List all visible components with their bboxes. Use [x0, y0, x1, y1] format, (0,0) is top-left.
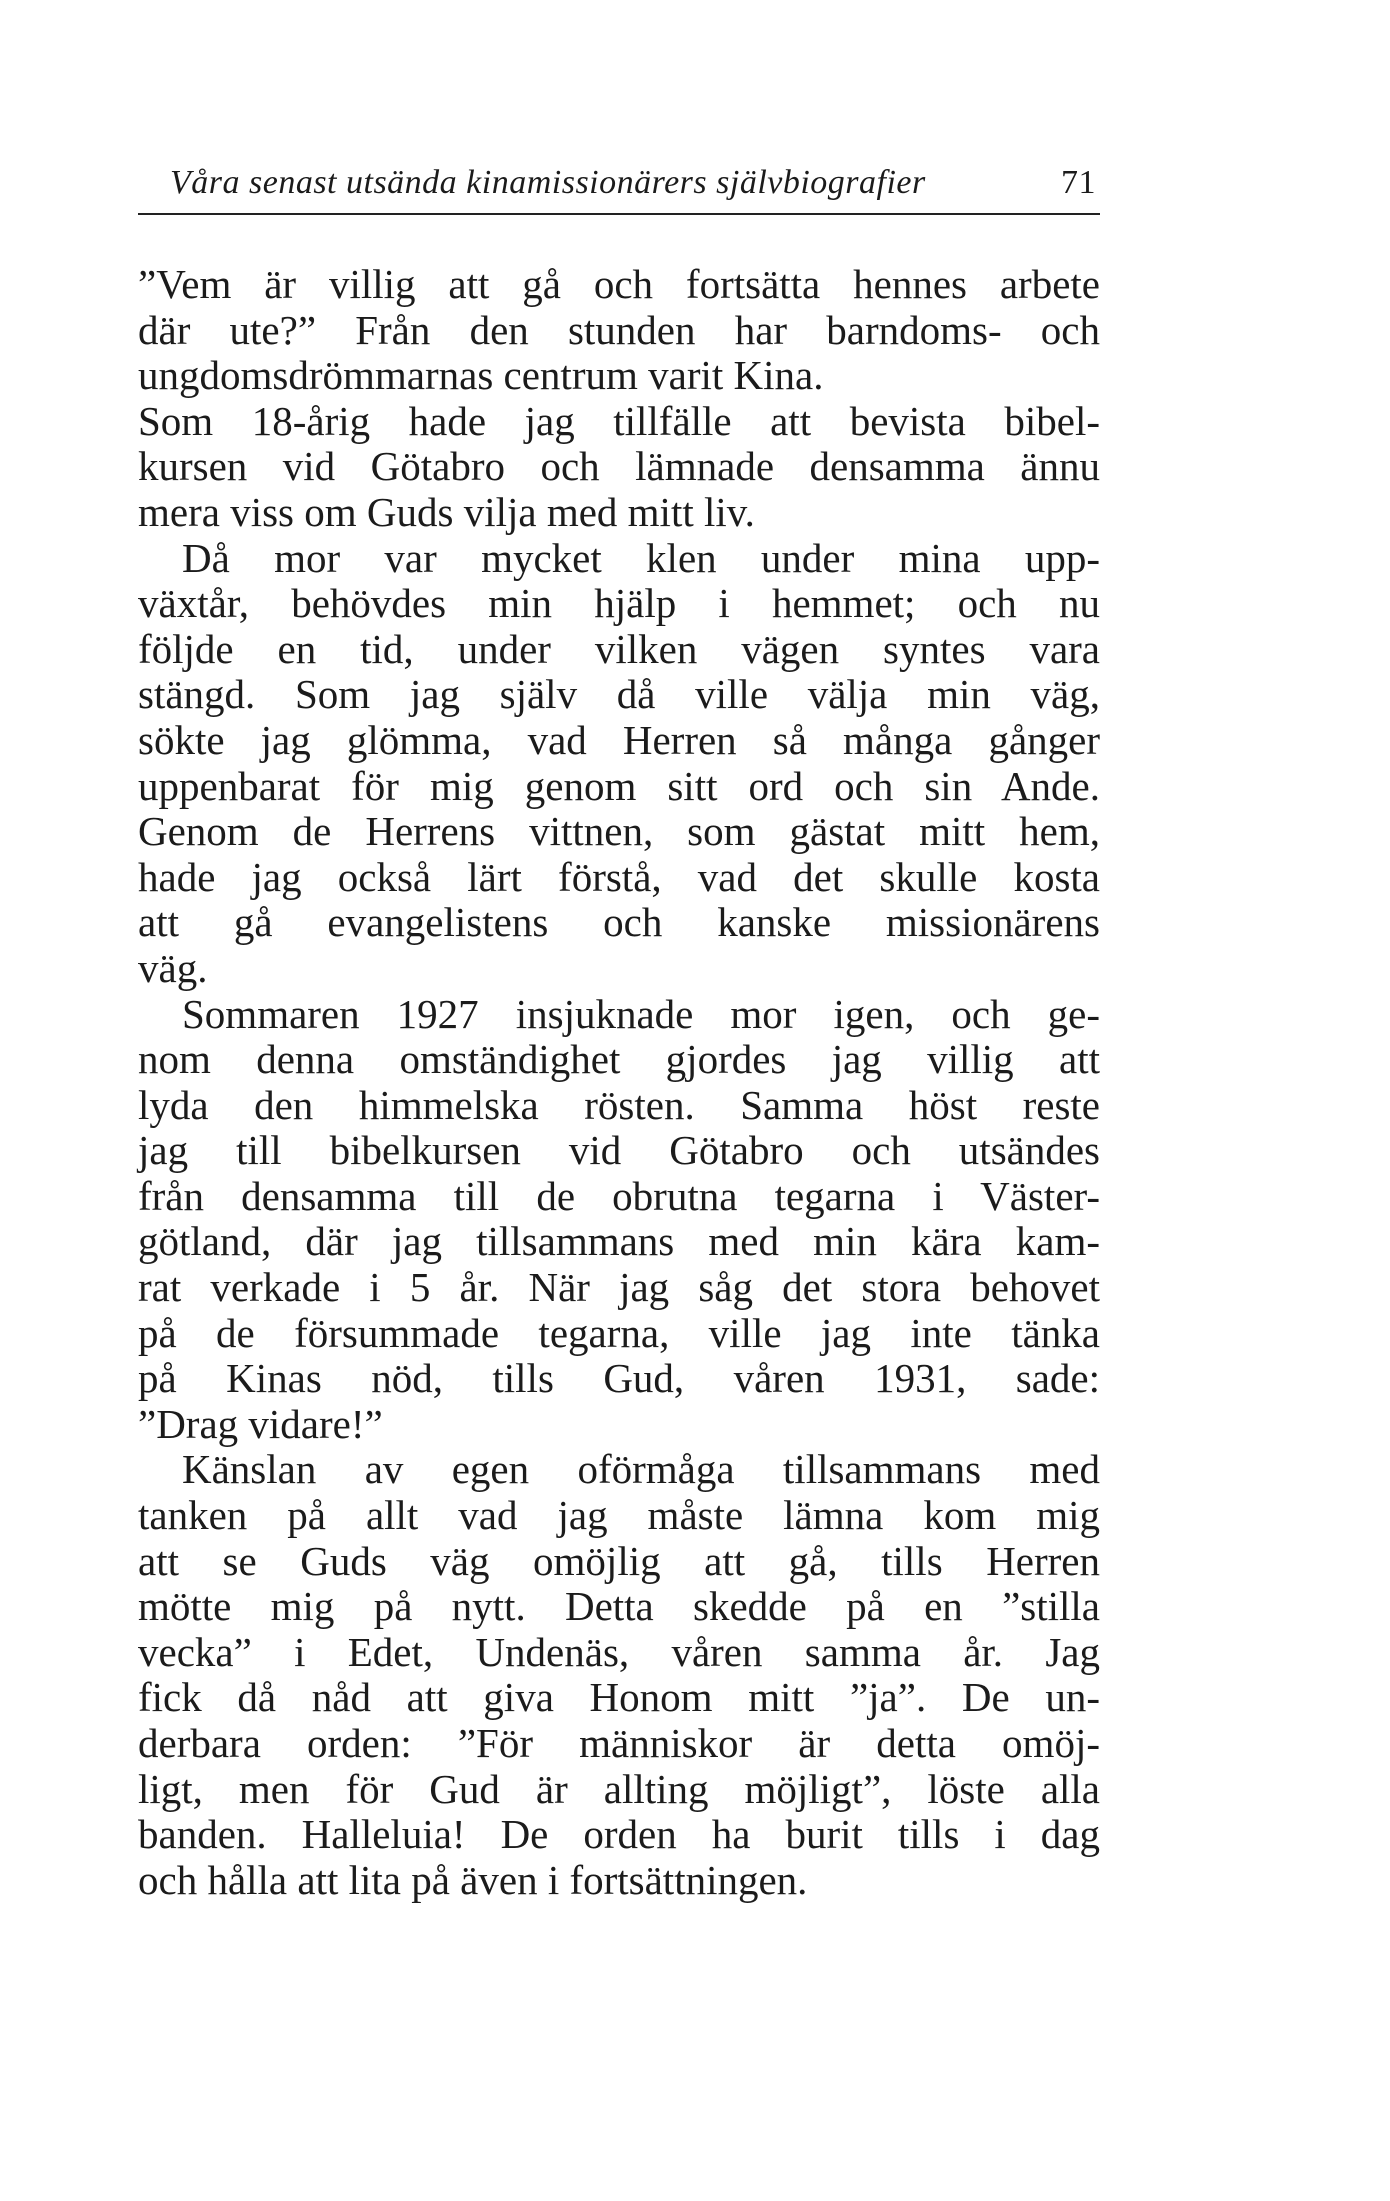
- text-line: följde en tid, under vilken vägen syntes vara: [138, 625, 1100, 672]
- text-line: sökte jag glömma, vad Herren så många gånger: [138, 716, 1100, 763]
- text-line: ungdomsdrömmarnas centrum varit Kina.: [138, 352, 824, 399]
- text-line: växtår, behövdes min hjälp i hemmet; och nu: [138, 580, 1100, 627]
- text-line: Då mor var mycket klen under mina upp-: [182, 534, 1100, 581]
- text-line: kursen vid Götabro och lämnade densamma ännu: [138, 443, 1100, 490]
- text-line: stängd. Som jag själv då ville välja min väg,: [138, 671, 1100, 718]
- text-line: mera viss om Guds vilja med mitt liv.: [138, 488, 755, 535]
- text-line: uppenbarat för mig genom sitt ord och sin Ande.: [138, 762, 1100, 809]
- text-line: ligt, men för Gud är allting möjligt”, löste alla: [138, 1765, 1100, 1812]
- text-line: att se Guds väg omöjlig att gå, tills Herren: [138, 1537, 1100, 1584]
- text-line: mötte mig på nytt. Detta skedde på en ”stilla: [138, 1583, 1100, 1630]
- text-line: och hålla att lita på även i fortsättningen.: [138, 1856, 808, 1903]
- text-line: götland, där jag tillsammans med min kära kam-: [138, 1218, 1100, 1265]
- text-line: Genom de Herrens vittnen, som gästat mitt hem,: [138, 808, 1100, 855]
- text-line: på de försummade tegarna, ville jag inte tänka: [138, 1309, 1100, 1356]
- text-line: att gå evangelistens och kanske missionärens: [138, 899, 1100, 946]
- page-number: 71: [1061, 164, 1096, 201]
- text-line: vecka” i Edet, Undenäs, våren samma år. Jag: [138, 1628, 1100, 1675]
- text-line: ”Vem är villig att gå och fortsätta hennes arbete: [138, 261, 1100, 307]
- text-line: Som 18-årig hade jag tillfälle att bevista bibel-: [138, 397, 1100, 444]
- body-text: [138, 262, 1100, 1903]
- text-line: fick då nåd att giva Honom mitt ”ja”. De un-: [138, 1674, 1100, 1721]
- text-line: tanken på allt vad jag måste lämna kom mig: [138, 1492, 1100, 1539]
- running-header: [170, 158, 1096, 208]
- text-line: från densamma till de obrutna tegarna i Väster-: [138, 1172, 1100, 1219]
- text-line: rat verkade i 5 år. När jag såg det stora behovet: [138, 1264, 1100, 1311]
- text-line: ”Drag vidare!”: [138, 1400, 383, 1447]
- text-line: på Kinas nöd, tills Gud, våren 1931, sade:: [138, 1355, 1100, 1402]
- text-line: hade jag också lärt förstå, vad det skulle kosta: [138, 853, 1100, 900]
- text-line: väg.: [138, 944, 208, 991]
- text-line: Sommaren 1927 insjuknade mor igen, och ge-: [182, 990, 1100, 1037]
- text-line: lyda den himmelska rösten. Samma höst reste: [138, 1081, 1100, 1128]
- text-line: nom denna omständighet gjordes jag villig att: [138, 1036, 1100, 1083]
- text-line: banden. Halleluia! De orden ha burit tills i dag: [138, 1811, 1100, 1858]
- text-line: jag till bibelkursen vid Götabro och utsändes: [138, 1127, 1100, 1174]
- header-rule: [138, 213, 1100, 215]
- running-header-title: Våra senast utsända kinamissionärers självbiografier: [170, 164, 926, 201]
- text-line: derbara orden: ”För människor är detta omöj-: [138, 1720, 1100, 1766]
- text-line: Känslan av egen oförmåga tillsammans med: [182, 1446, 1100, 1493]
- text-line: där ute?” Från den stunden har barndoms- och: [138, 306, 1100, 353]
